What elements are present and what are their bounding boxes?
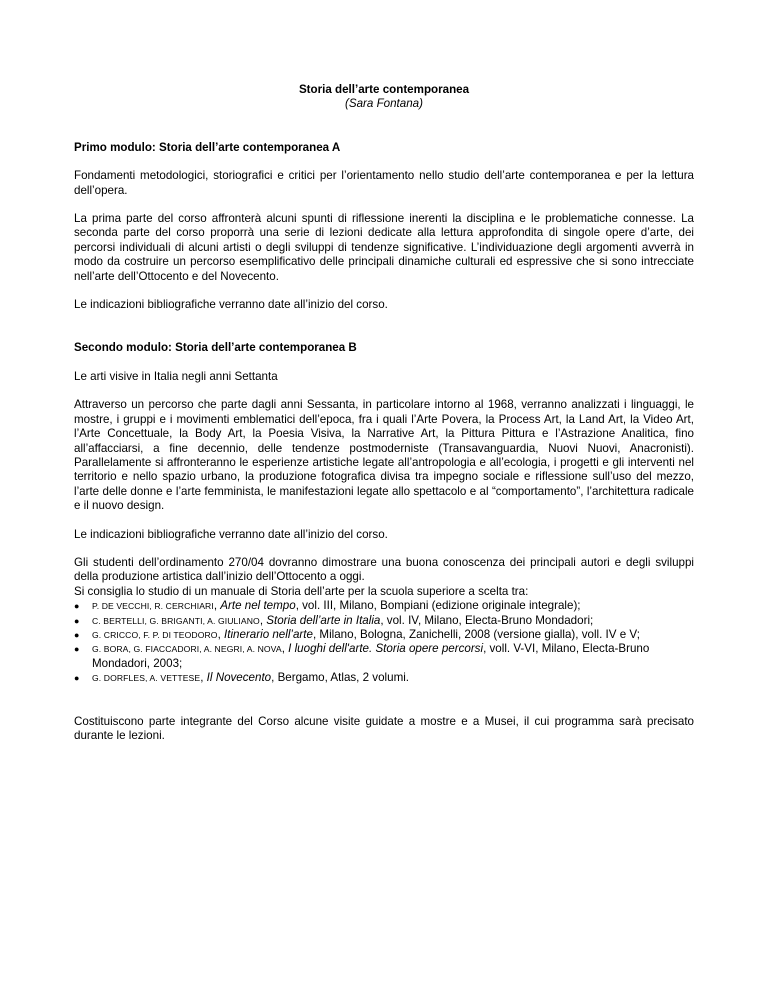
document-page xyxy=(74,83,694,743)
bib-title: I luoghi dell'arte. Storia opere percorsi xyxy=(288,642,484,656)
bib-details: , Milano, Bologna, Zanichelli, 2008 (versione gialla), voll. IV e V; xyxy=(312,627,640,641)
module2-subtitle: Le arti visive in Italia negli anni Settanta xyxy=(74,369,278,383)
module1-biblio-note: Le indicazioni bibliografiche verranno date all’inizio del corso. xyxy=(74,298,388,312)
module2-body: Attraverso un percorso che parte dagli anni Sessanta, in particolare intorno al 1968, verranno analizzati i linguaggi, le mostre, i gruppi e i movimenti emblematici dell’epoca, fra i quali l’Arte Povera, la Process Art, la Land Art, la Video Art, l’Arte Concettuale, la Body Art, la Poesia Visiva, la Narrative Art, la Pittura Pittura e l’Astrazione Analitica, fino all’affacciarsi, a fine decennio, delle tendenze postmoderniste (Transavanguardia, Nuovi Nuovi, Anacronisti). Parallelamente si affronteranno le esperienze artistiche legate all’antropologia e all’ecologia, i progetti e gli interventi nel territorio e nello spazio urbano, la produzione fotografica divisa tra impegno sociale e riflessione sull’uso del mezzo, l’arte delle donne e l’arte femminista, le manifestazioni legate allo spettacolo e al “comportamento”, l’architettura radicale e il nuovo design. xyxy=(74,398,694,513)
list-item: ● G. DORFLES, A. VETTESE, Il Novecento, Bergamo, Atlas, 2 volumi. xyxy=(74,671,410,685)
bullet-icon: ● xyxy=(74,615,80,626)
list-item: ● P. DE VECCHI, R. CERCHIARI, Arte nel tempo, vol. III, Milano, Bompiani (edizione originale integrale); xyxy=(74,599,581,613)
bib-details: , vol. III, Milano, Bompiani (edizione originale integrale); xyxy=(295,599,581,613)
bullet-icon: ● xyxy=(74,644,80,655)
bib-authors: G. DORFLES, A. VETTESE xyxy=(92,673,201,684)
students-note: Gli studenti dell’ordinamento 270/04 dovranno dimostrare una buona conoscenza dei principali autori e degli sviluppi della produzione artistica dall’inizio dell’Ottocento a oggi. xyxy=(74,555,694,584)
list-item: ● G. BORA, G. FIACCADORI, A. NEGRI, A. NOVA, I luoghi dell'arte. Storia opere percorsi, voll. V-VI, Milano, Electa-Bruno Mondadori, 2003; xyxy=(74,642,650,670)
bib-details: , vol. IV, Milano, Electa-Bruno Mondadori; xyxy=(380,613,594,627)
bib-authors: G. BORA, G. FIACCADORI, A. NEGRI, A. NOVA xyxy=(92,644,282,655)
bullet-icon: ● xyxy=(74,601,80,612)
document-author: (Sara Fontana) xyxy=(345,97,423,111)
bib-authors: P. DE VECCHI, R. CERCHIARI xyxy=(92,601,214,612)
module1-heading: Primo modulo: Storia dell’arte contemporanea A xyxy=(74,140,341,154)
bib-title: Storia dell’arte in Italia xyxy=(266,613,381,627)
module2-heading: Secondo modulo: Storia dell’arte contemporanea B xyxy=(74,341,357,355)
list-item: ● C. BERTELLI, G. BRIGANTI, A. GIULIANO, Storia dell’arte in Italia, vol. IV, Milano, Electa-Bruno Mondadori; xyxy=(74,613,594,627)
module2-biblio-note: Le indicazioni bibliografiche verranno date all’inizio del corso. xyxy=(74,527,388,541)
bib-details: , voll. V-VI, Milano, Electa-Bruno Mondadori, 2003; xyxy=(92,642,650,670)
bullet-icon: ● xyxy=(74,629,80,640)
bib-authors: G. CRICCO, F. P. DI TEODORO xyxy=(92,629,218,640)
bib-authors: C. BERTELLI, G. BRIGANTI, A. GIULIANO xyxy=(92,615,260,626)
bib-title: Arte nel tempo xyxy=(220,599,296,613)
bibliography-list xyxy=(74,599,694,685)
bibliography-intro: Si consiglia lo studio di un manuale di Storia dell’arte per la scuola superiore a scelta tra: xyxy=(74,584,529,598)
bib-title: Il Novecento xyxy=(206,671,272,685)
closing-note: Costituiscono parte integrante del Corso alcune visite guidate a mostre e a Musei, il cui programma sarà precisato durante le lezioni. xyxy=(74,714,694,742)
bib-title: Itinerario nell’arte xyxy=(224,627,313,641)
document-title: Storia dell’arte contemporanea xyxy=(298,83,470,96)
bib-details: , Bergamo, Atlas, 2 volumi. xyxy=(271,671,410,685)
bullet-icon: ● xyxy=(74,673,80,684)
list-item: ● G. CRICCO, F. P. DI TEODORO, Itinerario nell’arte, Milano, Bologna, Zanichelli, 2008 (versione gialla), voll. IV e V; xyxy=(74,627,640,641)
module1-body: La prima parte del corso affronterà alcuni spunti di riflessione inerenti la disciplina e le problematiche connesse. La seconda parte del corso proporrà una serie di lezioni dedicate alla lettura approfondita di singole opere d’arte, dei percorsi individuali di alcuni artisti o degli sviluppi di tendenze significative. L’individuazione degli argomenti avverrà in modo da costruire un percorso esemplificativo delle principali dinamiche culturali ed espressive che si sono intrecciate nell’arte dell’Ottocento e del Novecento. xyxy=(74,212,694,283)
module1-subtitle: Fondamenti metodologici, storiografici e critici per l’orientamento nello studio dell’arte contemporanea e per la lettura dell’opera. xyxy=(74,169,694,197)
